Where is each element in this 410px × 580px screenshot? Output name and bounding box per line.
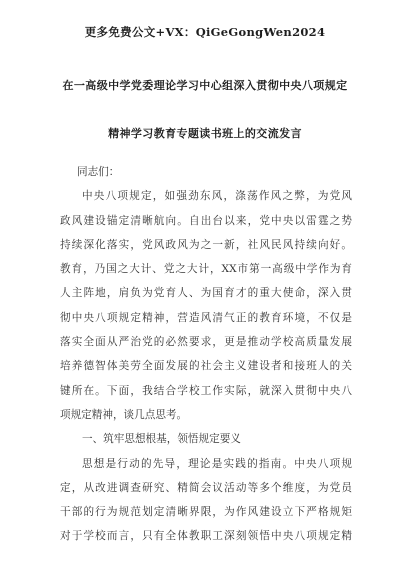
promo-banner: 更多免费公文+VX：QiGeGongWen2024 <box>84 25 326 39</box>
document-title-line-1: 在一高级中学党委理论学习中心组深入贯彻中央八项规定 <box>62 79 348 92</box>
paragraph-3-line: 对于学校而言，只有全体教职工深刻领悟中央八项规定精 <box>60 530 352 543</box>
paragraph-2-line: 键所在。下面，我结合学校工作实际，就深入贯彻中央八 <box>60 384 352 397</box>
paragraph-2-line: 彻中央八项规定精神，营造风清气正的教育环境，不仅是 <box>60 311 352 324</box>
paragraph-3-line: 思想是行动的先导，理论是实践的指南。中央八项规 <box>82 457 352 470</box>
document-body <box>60 160 352 549</box>
salutation: 同志们： <box>77 166 120 178</box>
paragraph-3-line: 定，从改进调查研究、精简会议活动等多个维度，为党员 <box>60 481 352 494</box>
paragraph-1-line: 政风建设锚定清晰航向。自出台以来，党中央以雷霆之势 <box>60 214 352 227</box>
paragraph-2-line: 人主阵地，肩负为党育人、为国育才的重大使命，深入贯 <box>60 287 352 300</box>
document-title-line-2: 精神学习教育专题读书班上的交流发言 <box>108 127 302 140</box>
paragraph-2-line: 教育，乃国之大计、党之大计，XX市第一高级中学作为育 <box>60 263 352 276</box>
paragraph-2-line: 培养德智体美劳全面发展的社会主义建设者和接班人的关 <box>60 360 352 373</box>
paragraph-2-line: 落实全面从严治党的必然要求，更是推动学校高质量发展 <box>60 336 352 349</box>
section-1-heading: 一、筑牢思想根基，领悟规定要义 <box>82 433 241 446</box>
paragraph-3-line: 干部的行为规范划定清晰界限，为作风建设立下严格规矩 <box>60 506 352 519</box>
paragraph-2-line: 项规定精神，谈几点思考。 <box>60 408 188 421</box>
paragraph-1-line: 中央八项规定，如强劲东风，涤荡作风之弊，为党风 <box>82 190 352 203</box>
paragraph-1-line: 持续深化落实，党风政风为之一新，社风民风持续向好。 <box>60 238 352 251</box>
